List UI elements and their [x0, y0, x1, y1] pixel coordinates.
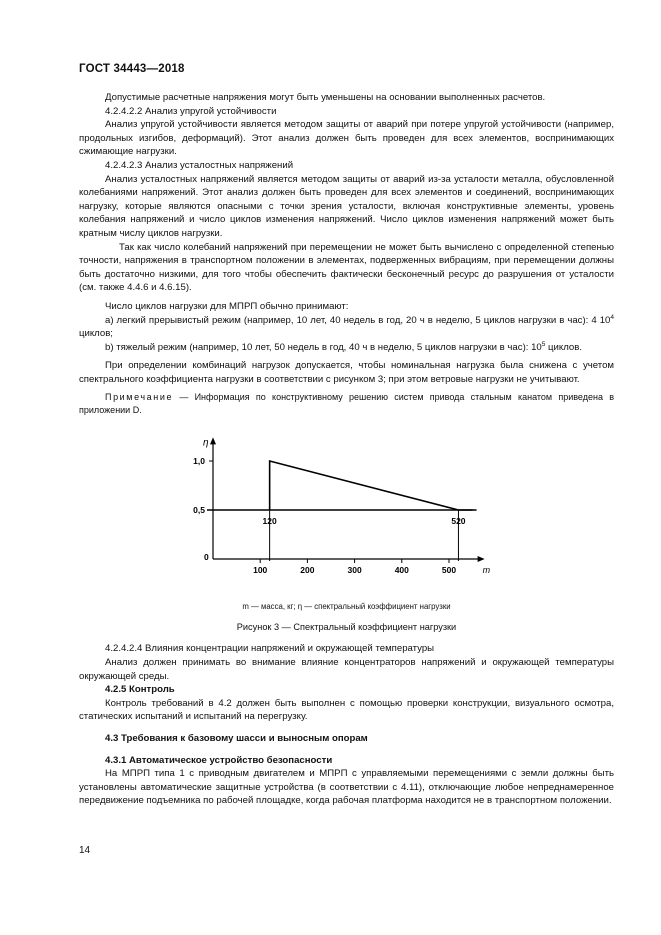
paragraph: Анализ должен принимать во внимание влияние концентраторов напряжений и окружающей температуры окружающей среды.	[79, 657, 614, 682]
note	[79, 391, 614, 416]
note-label: Примечание	[105, 392, 174, 403]
document-body	[79, 91, 614, 808]
paragraph: Анализ упругой устойчивости является методом защиты от аварий при потере упругой устойчивости (например, продольных изгибов, деформаций). Этот анализ должен быть проведен для всех элементов, воспринимающих сжимающие нагрузки.	[79, 119, 614, 158]
x-axis-label: m	[482, 565, 491, 576]
page-number: 14	[79, 845, 91, 856]
section-heading: 4.3.1 Автоматическое устройство безопасности	[105, 754, 333, 766]
exponent: 5	[541, 340, 546, 348]
list-item-text: b) тяжелый режим (например, 10 лет, 50 недель в год, 40 ч в неделю, 5 циклов нагрузки в час): 10	[105, 341, 542, 353]
paragraph: Число циклов нагрузки для МПРП обычно принимают:	[105, 300, 349, 312]
paragraph: При определении комбинаций нагрузок допускается, чтобы номинальная нагрузка была снижена с учетом спектрального коэффициента нагрузки в соответствии с рисунком 3; при этом ветровые нагрузки не учитывают.	[79, 360, 614, 385]
section-heading: 4.2.4.2.4 Влияния концентрации напряжений и окружающей температуры	[105, 643, 435, 655]
exponent: 4	[610, 313, 614, 321]
x-tick-label: 100	[253, 565, 268, 576]
x-tick-label: 200	[300, 565, 315, 576]
y-tick-label: 0,5	[193, 505, 205, 516]
x-tick-label: 500	[441, 565, 457, 576]
list-item	[79, 314, 614, 341]
section-heading: 4.2.4.2.2 Анализ упругой устойчивости	[105, 105, 277, 117]
note-text: — Информация по конструктивному решению систем привода стальным канатом приведена в приложении D.	[79, 392, 614, 415]
annotation-label: 520	[451, 516, 466, 527]
annotation-label: 120	[262, 516, 277, 527]
figure-legend: m — масса, кг; η — спектральный коэффициент нагрузки	[242, 602, 451, 612]
section-heading: 4.3 Требования к базовому шасси и выносным опорам	[105, 733, 368, 745]
paragraph: Так как число колебаний напряжений при перемещении не может быть вычислено с определенной степенью точности, напряжения в транспортном положении в элементах, подверженных вибрациям, при перемещении должны быть достаточно низкими, для того чтобы обеспечить фактически бесконечный ресурс до разрушения от усталости (см. также 4.4.6 и 4.6.15).	[79, 241, 614, 294]
series-line	[270, 461, 473, 510]
x-axis-arrow	[478, 556, 485, 562]
spectral-factor-chart	[79, 424, 614, 604]
figure-caption: Рисунок 3 — Спектральный коэффициент нагрузки	[236, 622, 457, 633]
list-item	[79, 341, 614, 355]
y-axis-label: η	[203, 437, 209, 449]
x-tick-label: 400	[394, 565, 409, 576]
section-heading: 4.2.4.2.3 Анализ усталостных напряжений	[105, 159, 294, 171]
x-tick-label: 0	[204, 552, 209, 563]
figure-3	[79, 424, 614, 634]
paragraph: Контроль требований в 4.2 должен быть выполнен с помощью проверки конструкции, визуального осмотра, статических испытаний и испытаний на перегрузку.	[79, 697, 614, 723]
section-heading: 4.2.5 Контроль	[105, 684, 175, 696]
list-item-text: циклов.	[545, 341, 583, 353]
y-tick-label: 1,0	[193, 456, 205, 467]
y-axis-arrow	[210, 438, 216, 445]
paragraph: На МПРП типа 1 с приводным двигателем и МПРП с управляемыми перемещениями с земли должны быть установлены автоматические защитные устройства (в соответствии с 4.11), отключающие любое непреднамеренное передвижение подъемника по рабочей площадке, когда рабочая платформа находится не в транспортном положении.	[79, 768, 614, 807]
document-header: ГОСТ 34443—2018	[79, 63, 185, 75]
x-tick-label: 300	[347, 565, 362, 576]
list-item-text: циклов;	[79, 328, 113, 340]
paragraph: Допустимые расчетные напряжения могут быть уменьшены на основании выполненных расчетов.	[105, 92, 546, 103]
paragraph: Анализ усталостных напряжений является методом защиты от аварий из-за усталости металла, обусловленной колебаниями напряжений. Этот анализ должен быть проведен для всех элементов и соединений, воспринимающих нагрузку, которые являются опасными с точки зрения усталости, включая конструктивные элементы, уровень колебания напряжений и число циклов изменения напряжений. Число циклов изменения напряжений может быть кратным числу циклов нагрузки.	[79, 173, 614, 239]
list-item-text: a) легкий прерывистый режим (например, 10 лет, 40 недель в год, 20 ч в неделю, 5 циклов нагрузки в час): 4 10	[105, 314, 611, 326]
